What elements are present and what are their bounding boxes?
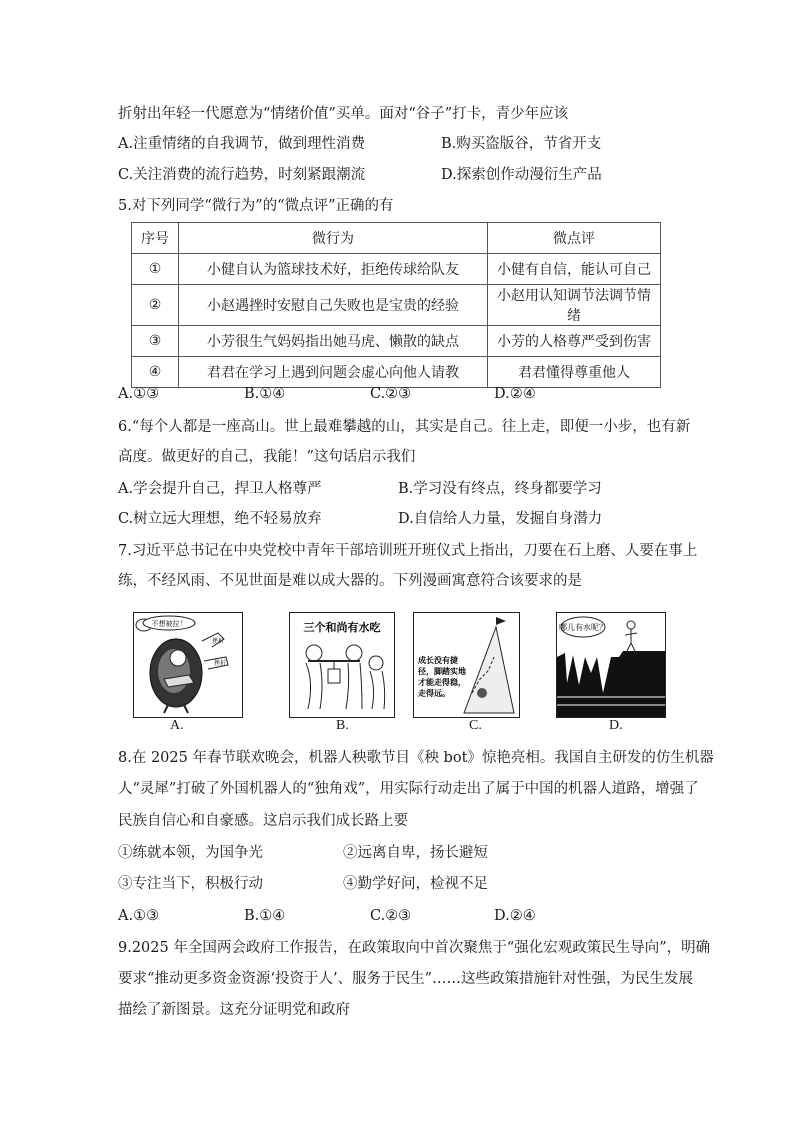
cartoon-label-a: A. [170, 718, 184, 733]
q5-option-b: B.①④ [244, 386, 286, 402]
q5-option-a: A.①③ [118, 386, 160, 402]
table-row [132, 326, 661, 357]
q8-item-3: ③专注当下，积极行动 [118, 876, 263, 892]
q5-table [131, 222, 661, 388]
row-comment: 小芳的人格尊严受到伤害 [488, 326, 661, 357]
q8-stem-line3: 民族自信心和自豪感。这启示我们成长路上要 [118, 813, 408, 829]
cartoon-d-drawing [557, 613, 665, 717]
row-behavior: 小赵遇挫时安慰自己失败也是宝贵的经验 [179, 285, 488, 326]
row-index: ② [132, 285, 179, 326]
cartoon-c-drawing [414, 613, 519, 717]
q8-item-2: ②远离自卑，扬长避短 [343, 845, 488, 861]
q5-option-c: C.②③ [370, 386, 412, 402]
row-behavior: 小健自认为篮球技术好，拒绝传球给队友 [179, 254, 488, 285]
cartoon-label-c: C. [469, 718, 482, 733]
q4-stem: 折射出年轻一代愿意为“情绪价值”买单。面对“谷子”打卡，青少年应该 [118, 106, 569, 122]
q9-stem-line2: 要求“推动更多资金资源‘投资于人’、服务于民生”……这些政策措施针对性强，为民生发展 [118, 971, 694, 987]
header-index: 序号 [132, 223, 179, 254]
cartoon-label-b: B. [336, 718, 349, 733]
q6-stem-line1: 6.“每个人都是一座高山。世上最难攀越的山，其实是自己。往上走，即便一小步，也有新 [118, 419, 691, 435]
q4-option-c: C.关注消费的流行趋势，时刻紧跟潮流 [118, 167, 366, 183]
q6-option-c: C.树立远大理想，绝不轻易放弃 [118, 511, 322, 527]
q5-option-d: D.②④ [494, 386, 536, 402]
q8-option-c: C.②③ [370, 908, 412, 924]
header-behavior: 微行为 [179, 223, 488, 254]
cartoon-b [289, 612, 395, 718]
cartoon-a [133, 612, 243, 718]
q9-stem-line1: 9.2025 年全国两会政府工作报告，在政策取向中首次聚焦于“强化宏观政策民生导向”，明确 [118, 940, 711, 956]
q8-option-d: D.②④ [494, 908, 536, 924]
cartoon-c-text1: 成长没有捷 [418, 656, 458, 665]
cartoon-c [413, 612, 520, 718]
q6-option-a: A.学会提升自己，捍卫人格尊严 [118, 481, 322, 497]
table-row [132, 254, 661, 285]
q7-stem-line2: 练，不经风雨、不见世面是难以成大器的。下列漫画寓意符合该要求的是 [118, 573, 582, 589]
header-comment: 微点评 [488, 223, 661, 254]
cartoon-a-tag2: 挫折 [213, 660, 227, 667]
q4-option-a: A.注重情绪的自我调节，做到理性消费 [118, 136, 366, 152]
row-comment: 小健有自信，能认可自己 [488, 254, 661, 285]
row-index: ① [132, 254, 179, 285]
cartoon-d [556, 612, 666, 718]
q5-stem: 5.对下列同学“微行为”的“微点评”正确的有 [118, 198, 394, 214]
cartoon-c-text3: 才能走得稳， [418, 678, 466, 687]
table-row [132, 357, 661, 388]
q6-option-b: B.学习没有终点，终身都要学习 [398, 481, 602, 497]
cartoon-b-drawing [290, 613, 394, 717]
table-header-row [132, 223, 661, 254]
table-row [132, 285, 661, 326]
row-comment: 小赵用认知调节法调节情绪 [488, 285, 661, 326]
q7-stem-line1: 7.习近平总书记在中央党校中青年干部培训班开班仪式上指出，刀要在石上磨、人要在事上 [118, 543, 698, 559]
cartoon-c-text4: 走得远。 [418, 689, 450, 698]
q8-stem-line1: 8.在 2025 年春节联欢晚会，机器人秧歌节目《秧 bot》惊艳亮相。我国自主研发的仿生机器 [118, 750, 714, 766]
row-comment: 君君懂得尊重他人 [488, 357, 661, 388]
q8-option-b: B.①④ [244, 908, 286, 924]
q6-option-d: D.自信给人力量，发掘自身潜力 [398, 511, 603, 527]
q8-item-1: ①练就本领，为国争光 [118, 845, 263, 861]
cartoon-a-tag1: 挫折 [211, 638, 225, 645]
row-index: ④ [132, 357, 179, 388]
cartoon-label-d: D. [609, 718, 623, 733]
q9-stem-line3: 描绘了新图景。这充分证明党和政府 [118, 1002, 350, 1018]
q4-option-d: D.探索创作动漫衍生产品 [441, 167, 602, 183]
q8-option-a: A.①③ [118, 908, 160, 924]
q4-option-b: B.购买盗版谷，节省开支 [441, 136, 602, 152]
cartoon-a-bubble: 不想被拉！ [151, 620, 187, 628]
row-behavior: 君君在学习上遇到问题会虚心向他人请教 [179, 357, 488, 388]
q8-item-4: ④勤学好问，检视不足 [343, 876, 488, 892]
q8-stem-line2: 人“灵犀”打破了外国机器人的“独角戏”，用实际行动走出了属于中国的机器人道路，增强了 [118, 781, 699, 797]
cartoon-d-bubble: 哪儿有水呢？ [559, 623, 607, 632]
cartoon-c-text2: 径，脚踏实地 [418, 667, 466, 676]
row-behavior: 小芳很生气妈妈指出她马虎、懒散的缺点 [179, 326, 488, 357]
cartoon-b-title: 三个和尚有水吃 [303, 621, 381, 634]
row-index: ③ [132, 326, 179, 357]
q6-stem-line2: 高度。做更好的自己，我能！”这句话启示我们 [118, 449, 416, 465]
cartoon-a-drawing [134, 613, 242, 717]
